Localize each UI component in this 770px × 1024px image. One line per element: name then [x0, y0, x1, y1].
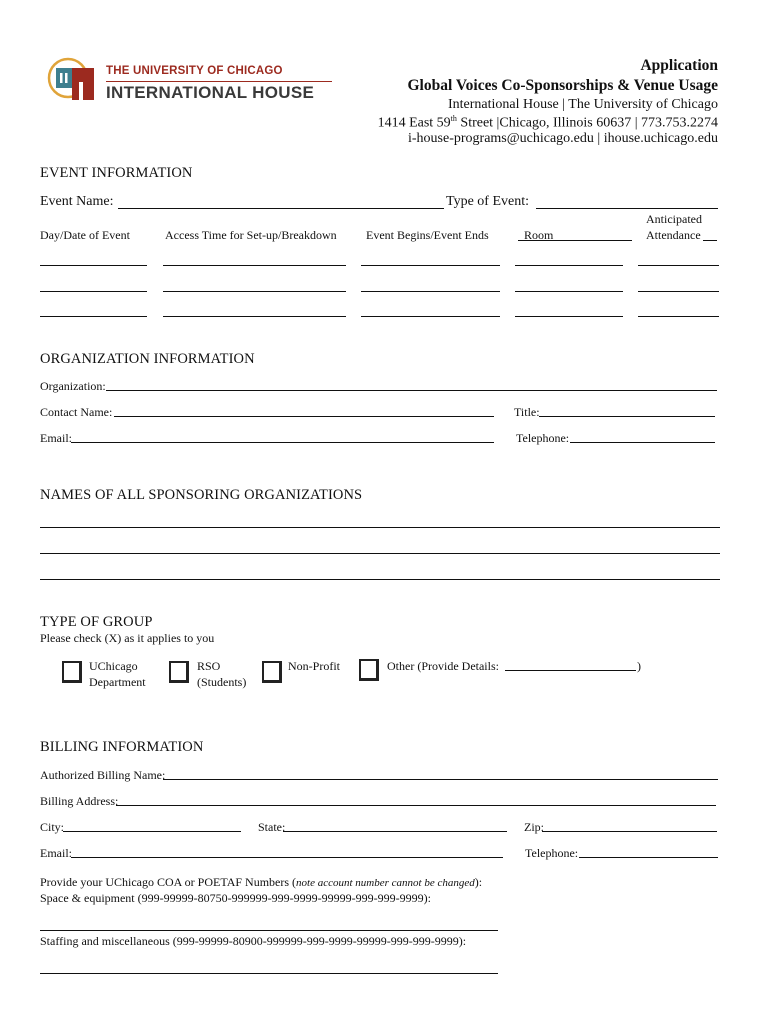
event-name-field[interactable]	[118, 208, 444, 209]
authorized-billing-name-label: Authorized Billing Name:	[40, 768, 166, 782]
city-field[interactable]	[63, 831, 241, 832]
col-room: Room	[524, 228, 554, 242]
billing-telephone-field[interactable]	[579, 857, 718, 858]
zip-label: Zip:	[524, 820, 544, 834]
event-row-2-day[interactable]	[40, 291, 147, 292]
event-row-2-access[interactable]	[163, 291, 346, 292]
application-title: Application	[640, 57, 718, 74]
event-row-3-begins[interactable]	[361, 316, 500, 317]
event-type-field[interactable]	[536, 208, 718, 209]
organization-label: Organization:	[40, 379, 106, 393]
organization-field[interactable]	[106, 390, 717, 391]
billing-information-heading: BILLING INFORMATION	[40, 739, 204, 755]
state-field[interactable]	[283, 831, 507, 832]
event-type-label: Type of Event:	[446, 194, 529, 209]
address-ordinal: th	[450, 114, 457, 123]
billing-telephone-label: Telephone:	[525, 846, 579, 860]
organization-information-heading: ORGANIZATION INFORMATION	[40, 351, 255, 367]
org-email-label: Email:	[40, 431, 72, 445]
col-attendance-1: Anticipated	[646, 212, 702, 226]
option-other-label: Other (Provide Details:	[387, 659, 499, 673]
org-email-field[interactable]	[71, 442, 494, 443]
type-of-group-heading: TYPE OF GROUP	[40, 614, 153, 630]
staffing-misc-field[interactable]	[40, 973, 498, 974]
title-field[interactable]	[539, 416, 715, 417]
checkbox-non-profit[interactable]	[262, 661, 282, 683]
option-rso-line1: RSO	[197, 659, 221, 673]
event-row-1-access[interactable]	[163, 265, 346, 266]
title-label: Title:	[514, 405, 540, 419]
col-event-begins-ends: Event Begins/Event Ends	[366, 228, 489, 242]
event-row-2-room[interactable]	[515, 291, 623, 292]
logo-line-1: THE UNIVERSITY OF CHICAGO	[106, 65, 283, 77]
event-name-label: Event Name:	[40, 194, 114, 209]
coa-instruction	[40, 875, 482, 890]
event-row-3-attendance[interactable]	[638, 316, 719, 317]
logo-divider	[106, 81, 332, 82]
col-access-time: Access Time for Set-up/Breakdown	[165, 228, 337, 242]
type-of-group-instruction: Please check (X) as it applies to you	[40, 631, 215, 645]
coa-instruction-note: note account number cannot be changed	[296, 877, 475, 889]
col-day-date: Day/Date of Event	[40, 228, 130, 242]
coa-instruction-start: Provide your UChicago COA or POETAF Numbers (	[40, 875, 297, 889]
address-line-2	[378, 114, 718, 132]
org-telephone-label: Telephone:	[516, 431, 570, 445]
space-equipment-label: Space & equipment (999-99999-80750-999999-999-9999-99999-999-999-9999):	[40, 891, 431, 905]
address-street-number: 1414 East 59	[377, 115, 451, 131]
space-equipment-field[interactable]	[40, 930, 498, 931]
header-underline-attendance	[703, 240, 717, 241]
contact-line: i-house-programs@uchicago.edu | ihouse.uchicago.edu	[408, 131, 718, 146]
billing-email-label: Email:	[40, 846, 72, 860]
checkbox-uchicago-department[interactable]	[62, 661, 82, 683]
event-row-3-room[interactable]	[515, 316, 623, 317]
address-rest: Street |Chicago, Illinois 60637 | 773.753.2274	[456, 115, 718, 131]
sponsor-line-3[interactable]	[40, 579, 720, 580]
option-rso-line2: (Students)	[197, 675, 247, 689]
event-row-3-day[interactable]	[40, 316, 147, 317]
event-row-3-access[interactable]	[163, 316, 346, 317]
event-row-2-attendance[interactable]	[638, 291, 719, 292]
contact-name-field[interactable]	[114, 416, 494, 417]
zip-field[interactable]	[542, 831, 717, 832]
logo-line-2: INTERNATIONAL HOUSE	[106, 83, 315, 102]
address-line-1: International House | The University of Chicago	[447, 97, 718, 112]
option-uchicago-line2: Department	[89, 675, 146, 689]
option-other-close: )	[637, 659, 641, 673]
org-telephone-field[interactable]	[570, 442, 715, 443]
international-house-logo-mark	[46, 56, 100, 104]
option-uchicago-line1: UChicago	[89, 659, 138, 673]
city-label: City:	[40, 820, 65, 834]
logo	[46, 56, 336, 104]
staffing-misc-label: Staffing and miscellaneous (999-99999-80900-999999-999-9999-99999-999-999-9999):	[40, 934, 467, 948]
option-non-profit: Non-Profit	[288, 659, 340, 673]
sponsor-line-2[interactable]	[40, 553, 720, 554]
event-row-2-begins[interactable]	[361, 291, 500, 292]
sponsor-line-1[interactable]	[40, 527, 720, 528]
event-row-1-room[interactable]	[515, 265, 623, 266]
application-subtitle: Global Voices Co-Sponsorships & Venue Usage	[407, 77, 718, 94]
state-label: State:	[258, 820, 286, 834]
event-row-1-attendance[interactable]	[638, 265, 719, 266]
checkbox-other[interactable]	[359, 659, 379, 681]
event-information-heading: EVENT INFORMATION	[40, 165, 193, 181]
sponsoring-organizations-heading: NAMES OF ALL SPONSORING ORGANIZATIONS	[40, 487, 363, 503]
event-row-1-day[interactable]	[40, 265, 147, 266]
checkbox-rso[interactable]	[169, 661, 189, 683]
billing-email-field[interactable]	[71, 857, 503, 858]
contact-name-label: Contact Name:	[40, 405, 113, 419]
billing-address-field[interactable]	[116, 805, 716, 806]
authorized-billing-name-field[interactable]	[163, 779, 718, 780]
coa-instruction-end: ):	[474, 875, 483, 889]
col-attendance-2: Attendance	[646, 228, 701, 242]
billing-address-label: Billing Address:	[40, 794, 119, 808]
header-underline-room	[518, 240, 632, 241]
event-row-1-begins[interactable]	[361, 265, 500, 266]
option-other-details-field[interactable]	[505, 670, 636, 671]
